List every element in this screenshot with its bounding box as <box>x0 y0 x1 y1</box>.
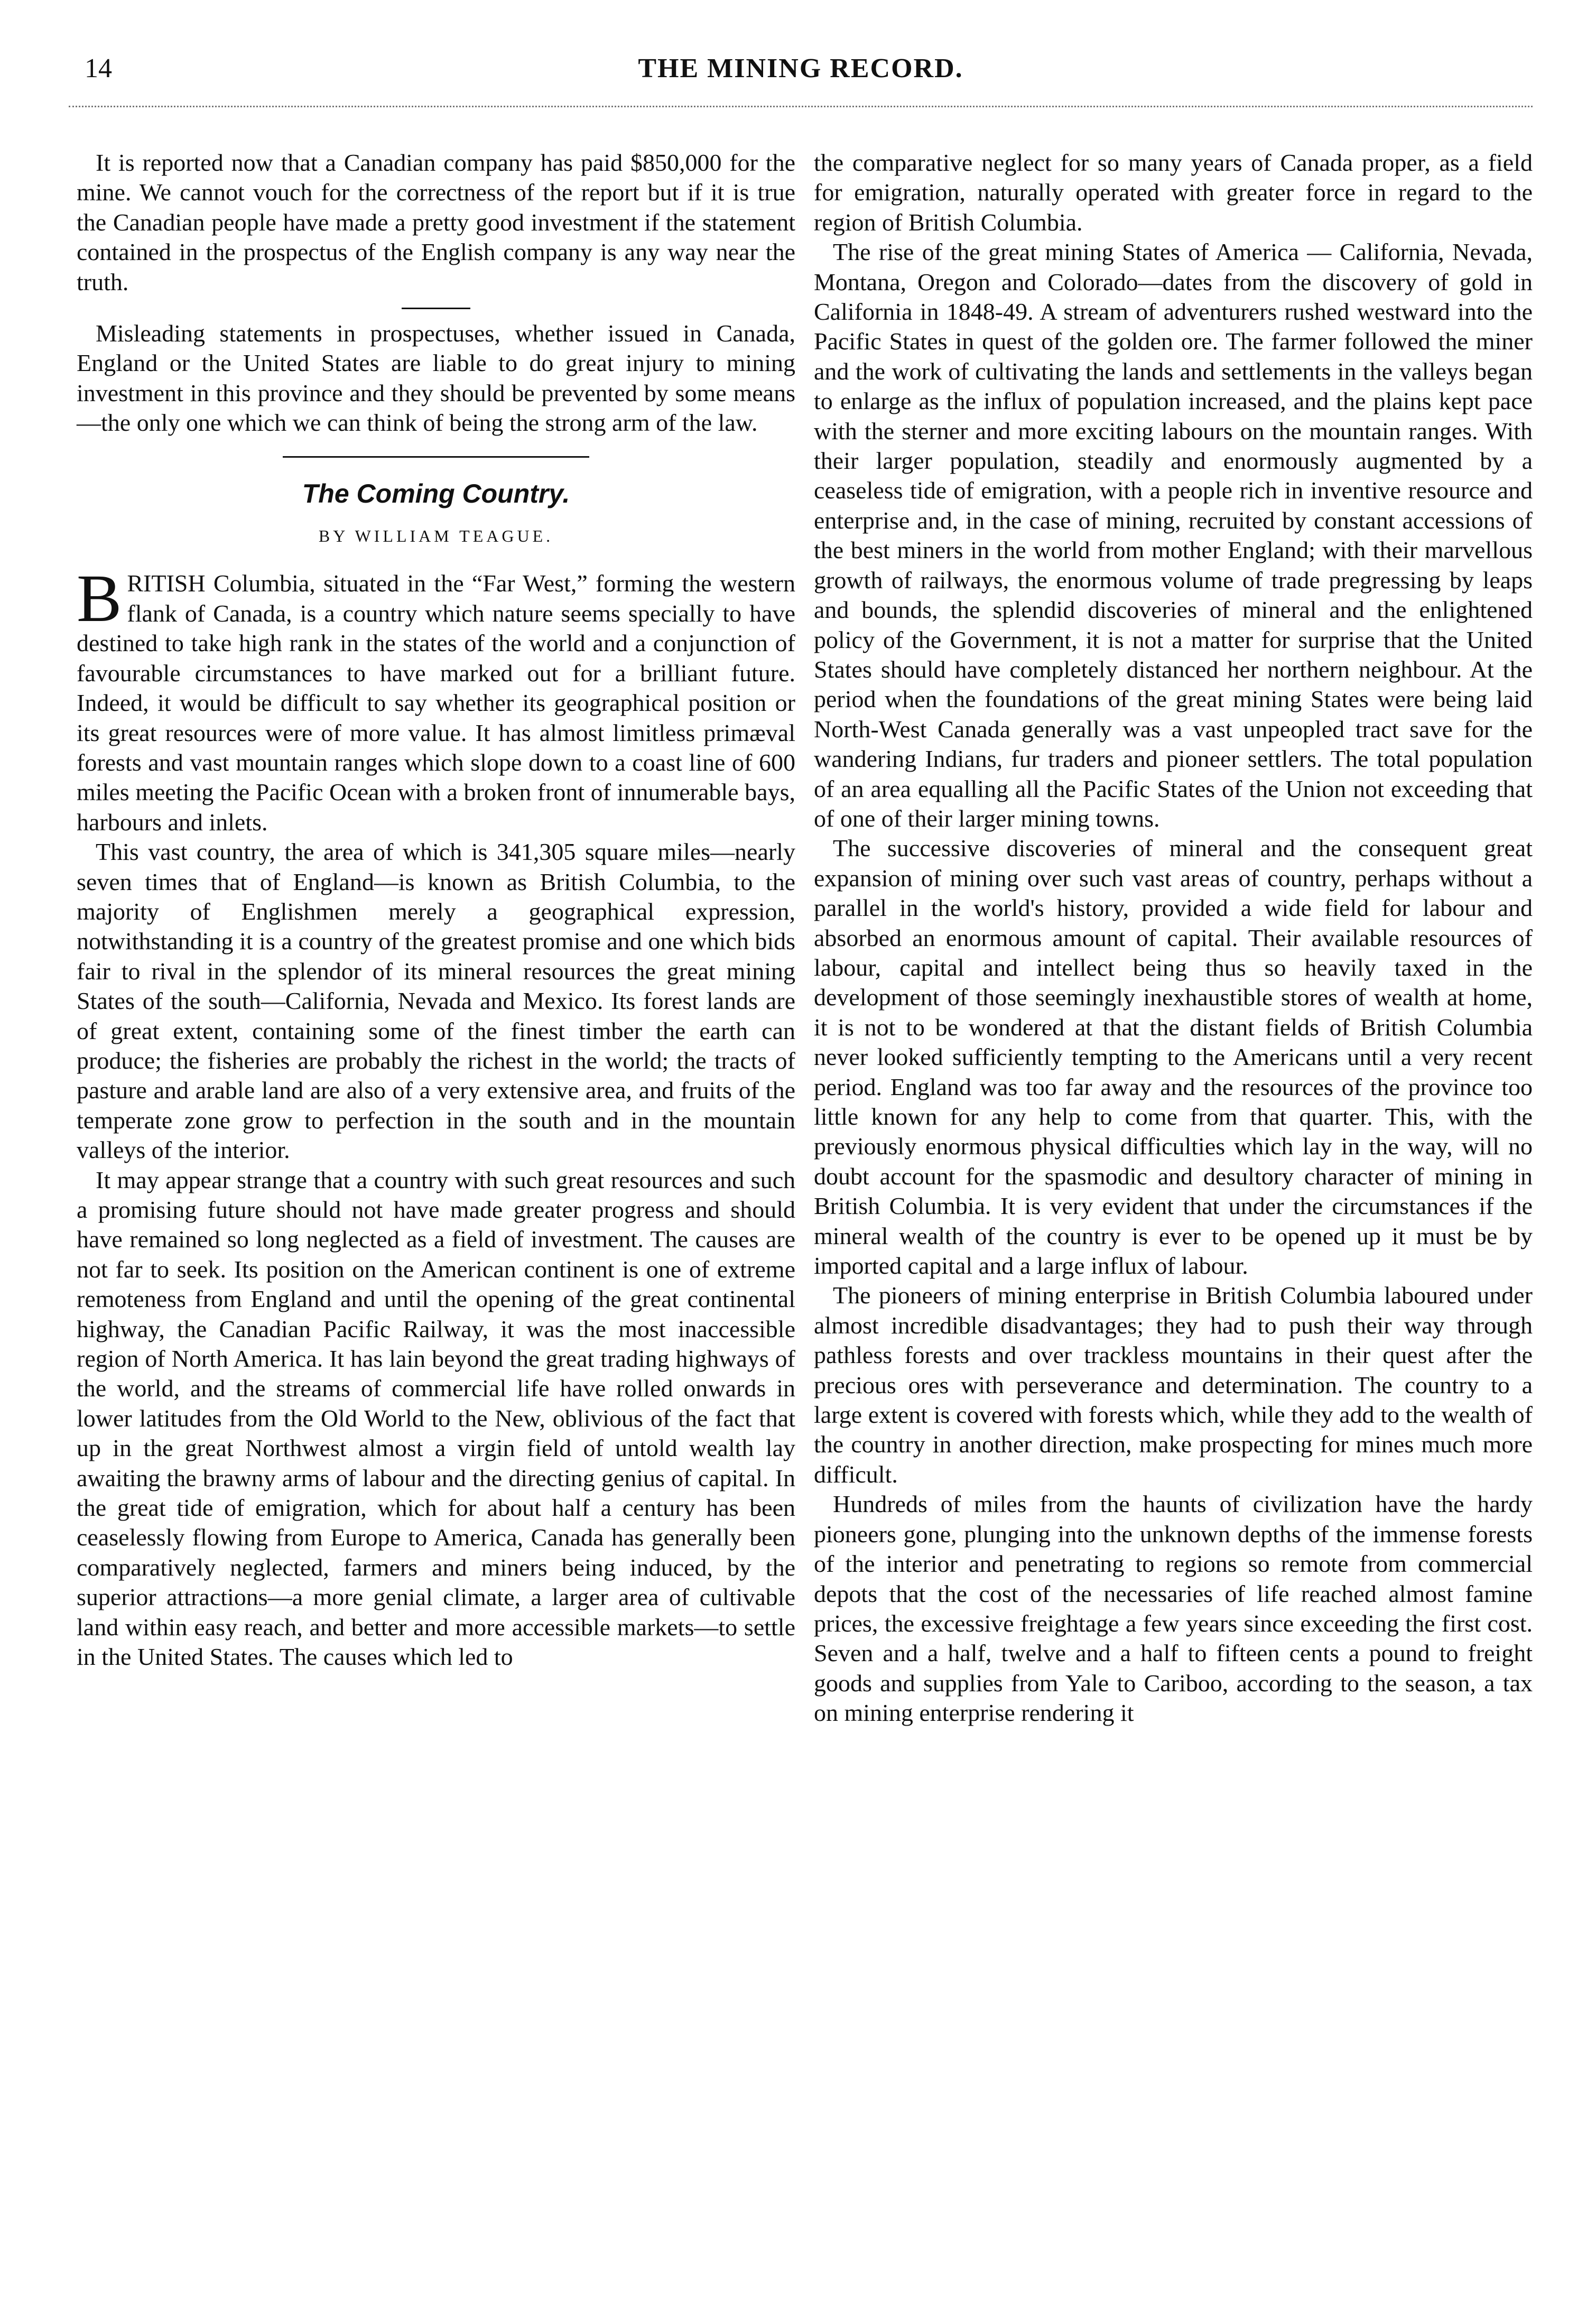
paragraph-pioneers: The pioneers of mining enterprise in British Columbia laboured under almost incredible disadvantages; they had to push their way through pathless forests and over trackless mountains in their quest after the precious ores with perseverance and determination. The country to a large extent is covered with forests which, while they add to the wealth of the country in another direction, make prospecting for mines much more difficult. <box>814 1282 1533 1488</box>
section-divider <box>402 308 470 309</box>
paragraph-intro <box>77 561 795 837</box>
byline: BY WILLIAM TEAGUE. <box>318 526 554 546</box>
paragraph-mine-sale: It is reported now that a Canadian company has paid $850,000 for the mine. We cannot vouch for the correctness of the report but if it is true the Canadian people have made a pretty good investment if the statement contained in the prospectus of the English company is any way near the truth. <box>77 149 795 295</box>
left-column <box>77 148 795 1672</box>
page-header <box>79 53 1522 95</box>
paragraph-continued: the comparative neglect for so many years of Canada proper, as a field for emigration, naturally operated with greater force in regard to the region of British Columbia. <box>814 149 1533 236</box>
paragraph-neglect-causes: It may appear strange that a country with such great resources and such a promising future should not have made greater progress and should have remained so long neglected as a field of investment. The causes are not far to seek. Its position on the American continent is one of extreme remoteness from England and until the opening of the great continental highway, the Canadian Pacific Railway, it was the most inaccessible region of North America. It has lain beyond the great trading highways of the world, and the streams of commercial life have rolled onwards in lower latitudes from the Old World to the New, oblivious of the fact that up in the great Northwest almost a virgin field of untold wealth lay awaiting the brawny arms of labour and the directing genius of capital. In the great tide of emigration, which for about half a century has been ceaselessly flowing from Europe to America, Canada has generally been comparatively neglected, farmers and miners being induced, by the superior attractions—a more genial climate, a larger area of cultivable land within easy reach, and better and more accessible markets—to settle in the United States. The causes which led to <box>77 1166 795 1671</box>
paragraph-hundreds-of-miles: Hundreds of miles from the haunts of civilization have the hardy pioneers gone, plunging into the unknown depths of the immense forests of the interior and penetrating to regions so remote from commercial depots that the cost of the necessaries of life reached almost famine prices, the excessive freightage a few years since exceeding the first cost. Seven and a half, twelve and a half to fifteen cents a pound to freight goods and supplies from Yale to Cariboo, according to the season, a tax on mining enterprise rendering it <box>814 1490 1533 1727</box>
paragraph-intro-text: RITISH Columbia, situated in the “Far West,” forming the western flank of Canada, is a country which nature seems specially to have destined to take high rank in the states of the world and a conjunction of favourable circumstances to have marked out for a brilliant future. Indeed, it would be difficult to say whether its geographical position or its great resources were of more value. It has almost limitless primæval forests and vast mountain ranges which slope down to a coast line of 600 miles meeting the Pacific Ocean with a broken front of innumerable bays, harbours and inlets. <box>77 570 795 836</box>
article-title: The Coming Country. <box>302 478 570 508</box>
article-divider <box>283 456 589 458</box>
header-rule <box>69 106 1533 107</box>
paragraph-successive-discoveries: The successive discoveries of mineral and the consequent great expansion of mining over such vast areas of country, perhaps without a parallel in the world's history, provided a wide field for labour and absorbed an enormous amount of capital. Their available resources of labour, capital and intellect being thus so heavily taxed in the development of those seemingly inexhaustible stores of wealth at home, it is not to be wondered at that the distant fields of British Columbia never looked sufficiently tempting to the Americans until a very recent period. England was too far away and the resources of the province too little known for any help to come from that quarter. This, with the previously enormous physical difficulties which lay in the way, will no doubt account for the spasmodic and desultory character of mining in British Columbia. It is very evident that under the circumstances if the mineral wealth of the country is ever to be opened up it must be by imported capital and a large influx of labour. <box>814 835 1533 1280</box>
paragraph-vast-country: This vast country, the area of which is 341,305 square miles—nearly seven times that of England—is known as British Columbia, to the majority of Englishmen merely a geographical expression, notwithstanding it is a country of the greatest promise and one which bids fair to rival in the splendor of its mineral resources the great mining States of the south—California, Nevada and Mexico. Its forest lands are of great extent, containing some of the finest timber the earth can produce; the fisheries are probably the richest in the world; the tracts of pasture and arable land are also of a very extensive area, and fruits of the temperate zone grow to perfection in the south and in the mountain valleys of the interior. <box>77 838 795 1164</box>
paragraph-misleading-statements: Misleading statements in prospectuses, whether issued in Canada, England or the United States are liable to do great injury to mining investment in this province and they should be prevented by some means—the only one which we can think of being the strong arm of the law. <box>77 320 795 437</box>
right-column <box>814 148 1533 1728</box>
drop-cap: B <box>77 561 122 636</box>
paragraph-mining-states: The rise of the great mining States of America — California, Nevada, Montana, Oregon and Colorado—dates from the discovery of gold in California in 1848-49. A stream of adventurers rushed westward into the Pacific States in quest of the golden ore. The farmer followed the miner and the work of cultivating the lands and settlements in the valleys began to enlarge as the influx of population increased, and the plains kept pace with the sterner and more exciting labours on the mountain ranges. With their larger population, steadily and enormously augmented by a ceaseless tide of emigration, with a people rich in inventive resource and enterprise and, in the case of mining, recruited by constant accessions of the best miners in the world from mother England; with their marvellous growth of railways, the enormous volume of trade pregressing by leaps and bounds, the splendid discoveries of mineral and the enlightened policy of the Government, it is not a matter for surprise that the United States should have completely distanced her northern neighbour. At the period when the foundations of the great mining States were being laid North-West Canada generally was a vast unpeopled tract save for the wandering Indians, fur traders and pioneer settlers. The total population of an area equalling all the Pacific States of the Union not exceeding that of one of their larger mining towns. <box>814 238 1533 832</box>
page-number: 14 <box>85 53 112 84</box>
running-title: THE MINING RECORD. <box>638 53 963 84</box>
